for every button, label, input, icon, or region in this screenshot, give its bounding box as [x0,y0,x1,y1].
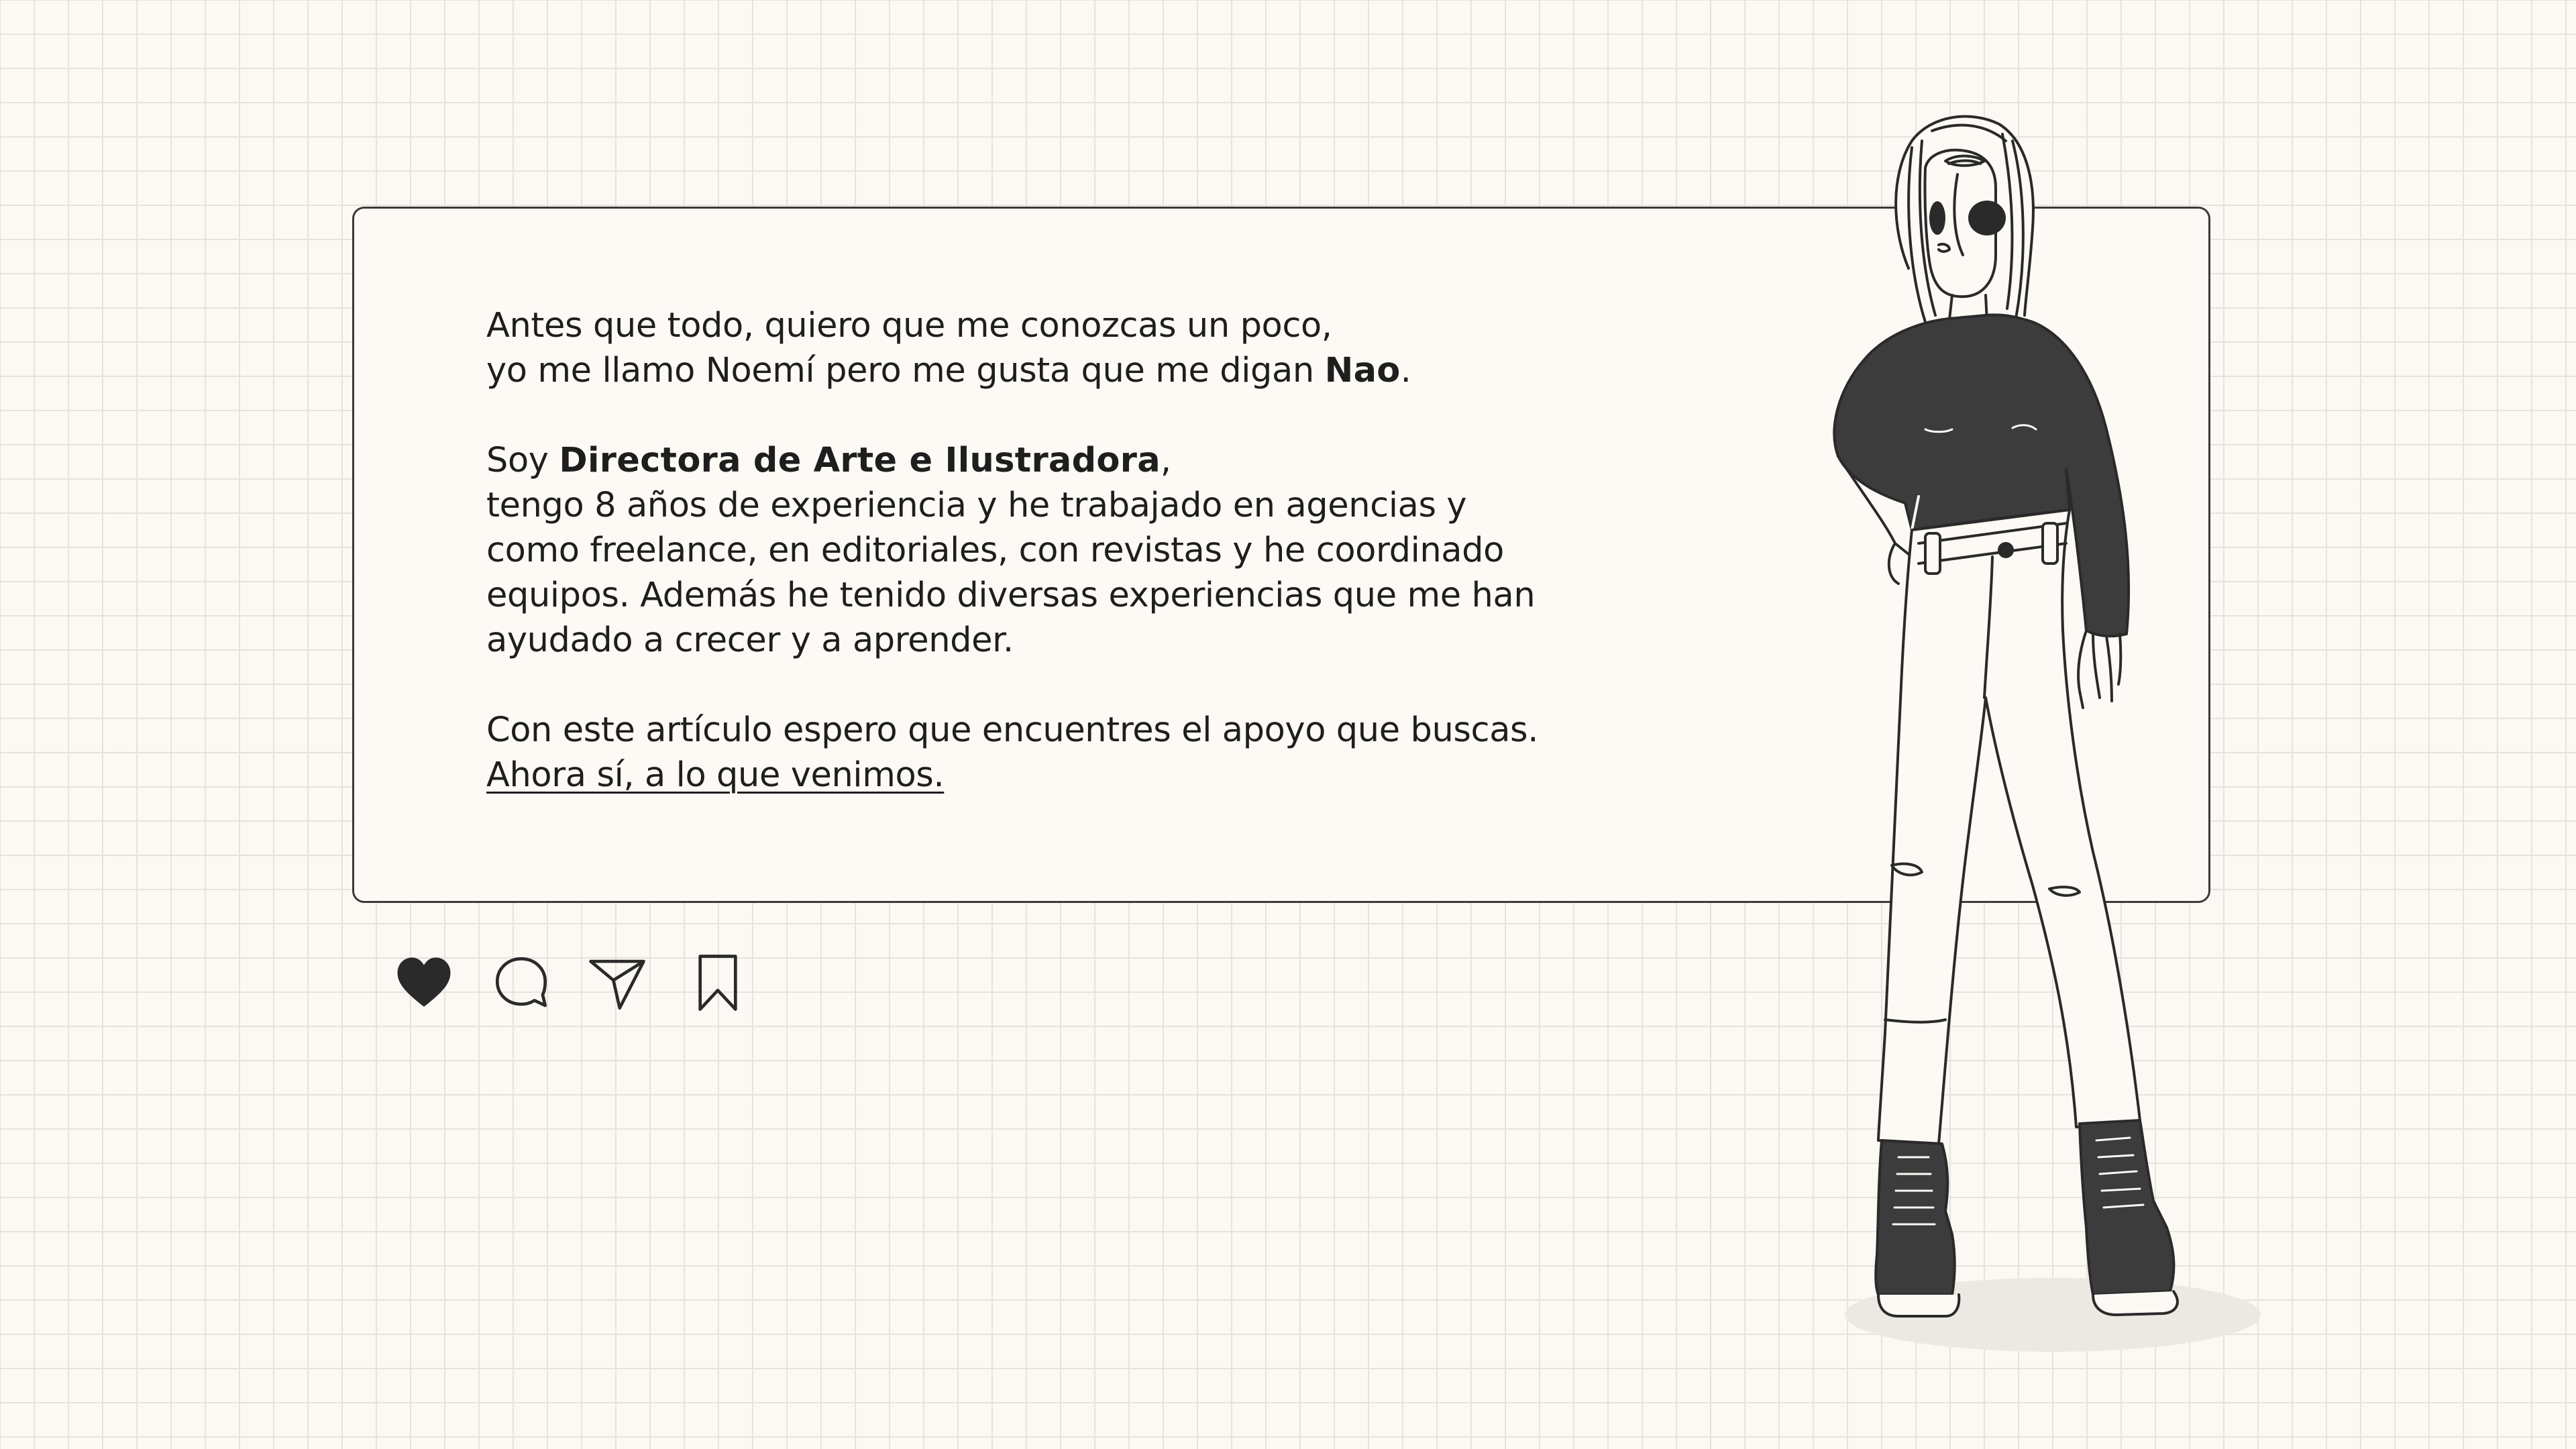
nickname: Nao [1324,351,1401,390]
share-button[interactable] [586,951,649,1014]
save-button[interactable] [686,951,749,1014]
intro-line-2-end: . [1400,351,1411,390]
intro-line-2 [486,348,1587,393]
role-prefix: Soy [486,441,559,480]
illustration-woman [1811,94,2267,1382]
intro-line-1: Antes que todo, quiero que me conozcas un poco, [486,306,1332,345]
bookmark-icon [686,951,749,1014]
intro-text [486,303,1587,798]
heart-icon [392,951,455,1014]
role-line [486,438,1587,483]
continue-line [486,753,1587,798]
role-title: Directora de Arte e Ilustradora [559,441,1161,480]
experience-line-1: tengo 8 años de experiencia y he trabajado en agencias y [486,486,1467,525]
continue-link[interactable]: Ahora sí, a lo que venimos. [486,755,945,795]
experience-line-4: ayudado a crecer y a aprender. [486,621,1014,660]
like-button[interactable] [392,951,455,1014]
experience-line-2: como freelance, en editoriales, con revistas y he coordinado [486,531,1504,570]
send-icon [586,951,649,1014]
intro-line-2-text: yo me llamo Noemí pero me gusta que me digan [486,351,1325,390]
role-suffix: , [1160,441,1171,480]
comment-button[interactable] [490,951,553,1014]
woman-figure-drawing [1811,94,2267,1382]
closing-line: Con este artículo espero que encuentres el apoyo que buscas. [486,710,1539,750]
comment-icon [490,951,553,1014]
experience-line-3: equipos. Además he tenido diversas experiencias que me han [486,576,1536,615]
